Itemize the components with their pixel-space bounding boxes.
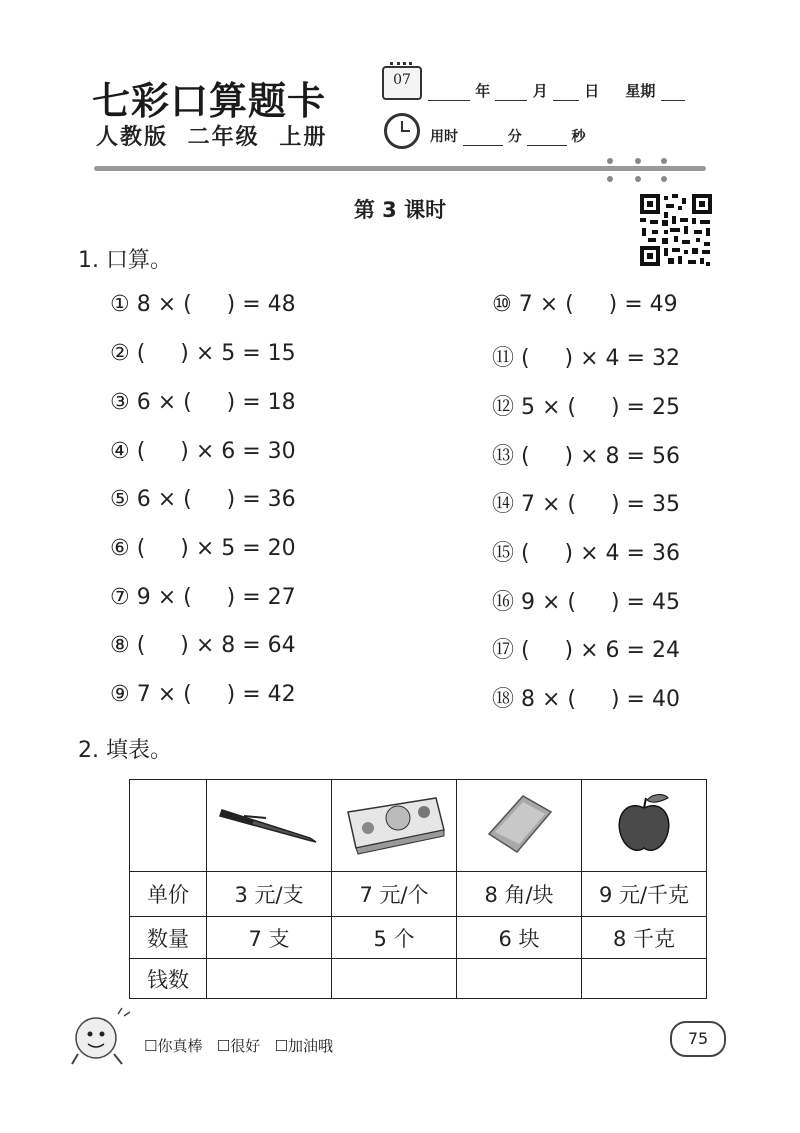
bead-ornament — [608, 158, 612, 182]
table-row — [130, 959, 707, 999]
bead-ornament — [636, 158, 640, 182]
problem-10: ⑩ 7 × ( ) = 49 — [492, 292, 678, 317]
problem-14: ⑭ 7 × ( ) = 35 — [492, 492, 680, 517]
table-cell: 7 支 — [207, 917, 332, 959]
problem-11: ⑪ ( ) × 4 = 32 — [492, 346, 680, 371]
problem-8: ⑧ ( ) × 8 = 64 — [110, 633, 296, 658]
table-cell: 7 元/个 — [332, 872, 457, 917]
table-row — [130, 917, 707, 959]
problem-18: ⑱ 8 × ( ) = 40 — [492, 687, 680, 712]
problem-4: ④ ( ) × 6 = 30 — [110, 439, 296, 464]
qr-code-icon[interactable] — [638, 192, 714, 268]
time-used-label: 用时 — [430, 129, 458, 145]
problem-15: ⑮ ( ) × 4 = 36 — [492, 541, 680, 566]
edition-subtitle: 人教版 二年级 上册 — [96, 125, 328, 150]
mascot-icon — [66, 1004, 136, 1068]
row-label: 单价 — [130, 872, 207, 917]
self-evaluation — [144, 1035, 333, 1056]
price-table — [129, 779, 707, 999]
problem-6: ⑥ ( ) × 5 = 20 — [110, 536, 296, 561]
row-label: 钱数 — [130, 959, 207, 999]
second-label: 秒 — [571, 129, 586, 145]
table-row — [130, 872, 707, 917]
time-used-line — [430, 126, 586, 146]
eraser-cell — [457, 780, 582, 872]
problem-12: ⑫ 5 × ( ) = 25 — [492, 395, 680, 420]
checkbox-great[interactable]: ☐你真棒 — [144, 1037, 203, 1055]
problem-13: ⑬ ( ) × 8 = 56 — [492, 444, 680, 469]
table-cell: 8 千克 — [582, 917, 707, 959]
minute-label: 分 — [507, 129, 522, 145]
answer-cell[interactable] — [207, 959, 332, 999]
answer-cell[interactable] — [457, 959, 582, 999]
weekday-label: 星期 — [625, 82, 656, 100]
day-label: 日 — [584, 82, 600, 100]
problem-2: ② ( ) × 5 = 15 — [110, 341, 296, 366]
alarm-clock-icon — [384, 113, 420, 149]
problem-1: ① 8 × ( ) = 48 — [110, 292, 296, 317]
problem-7: ⑦ 9 × ( ) = 27 — [110, 585, 296, 610]
checkbox-keep-going[interactable]: ☐加油哦 — [274, 1037, 334, 1055]
month-label: 月 — [532, 82, 548, 100]
pen-icon — [214, 798, 324, 848]
problem-3: ③ 6 × ( ) = 18 — [110, 390, 296, 415]
table-cell: 9 元/千克 — [582, 872, 707, 917]
page-number: 75 — [670, 1021, 726, 1057]
problem-9: ⑨ 7 × ( ) = 42 — [110, 682, 296, 707]
brand-title: 七彩口算题卡 — [92, 78, 327, 123]
calendar-number: 07 — [393, 72, 411, 88]
answer-cell[interactable] — [582, 959, 707, 999]
calendar-icon — [382, 66, 422, 100]
pencil-case-icon — [340, 790, 448, 856]
date-line — [428, 80, 685, 101]
table-cell: 8 角/块 — [457, 872, 582, 917]
table-corner-cell — [130, 780, 207, 872]
year-label: 年 — [475, 82, 491, 100]
section-1-title: 1. 口算。 — [78, 248, 172, 273]
problem-5: ⑤ 6 × ( ) = 36 — [110, 487, 296, 512]
header-divider — [94, 166, 706, 171]
table-cell: 5 个 — [332, 917, 457, 959]
lesson-title: 第 3 课时 — [353, 198, 447, 222]
problem-16: ⑯ 9 × ( ) = 45 — [492, 590, 680, 615]
row-label: 数量 — [130, 917, 207, 959]
eraser-icon — [479, 790, 559, 856]
table-cell: 6 块 — [457, 917, 582, 959]
apple-cell — [582, 780, 707, 872]
problem-17: ⑰ ( ) × 6 = 24 — [492, 638, 680, 663]
pencil-case-cell — [332, 780, 457, 872]
table-cell: 3 元/支 — [207, 872, 332, 917]
apple-icon — [614, 790, 674, 856]
bead-ornament — [662, 158, 666, 182]
answer-cell[interactable] — [332, 959, 457, 999]
section-2-title: 2. 填表。 — [78, 738, 172, 763]
checkbox-good[interactable]: ☐很好 — [216, 1037, 261, 1055]
pen-cell — [207, 780, 332, 872]
